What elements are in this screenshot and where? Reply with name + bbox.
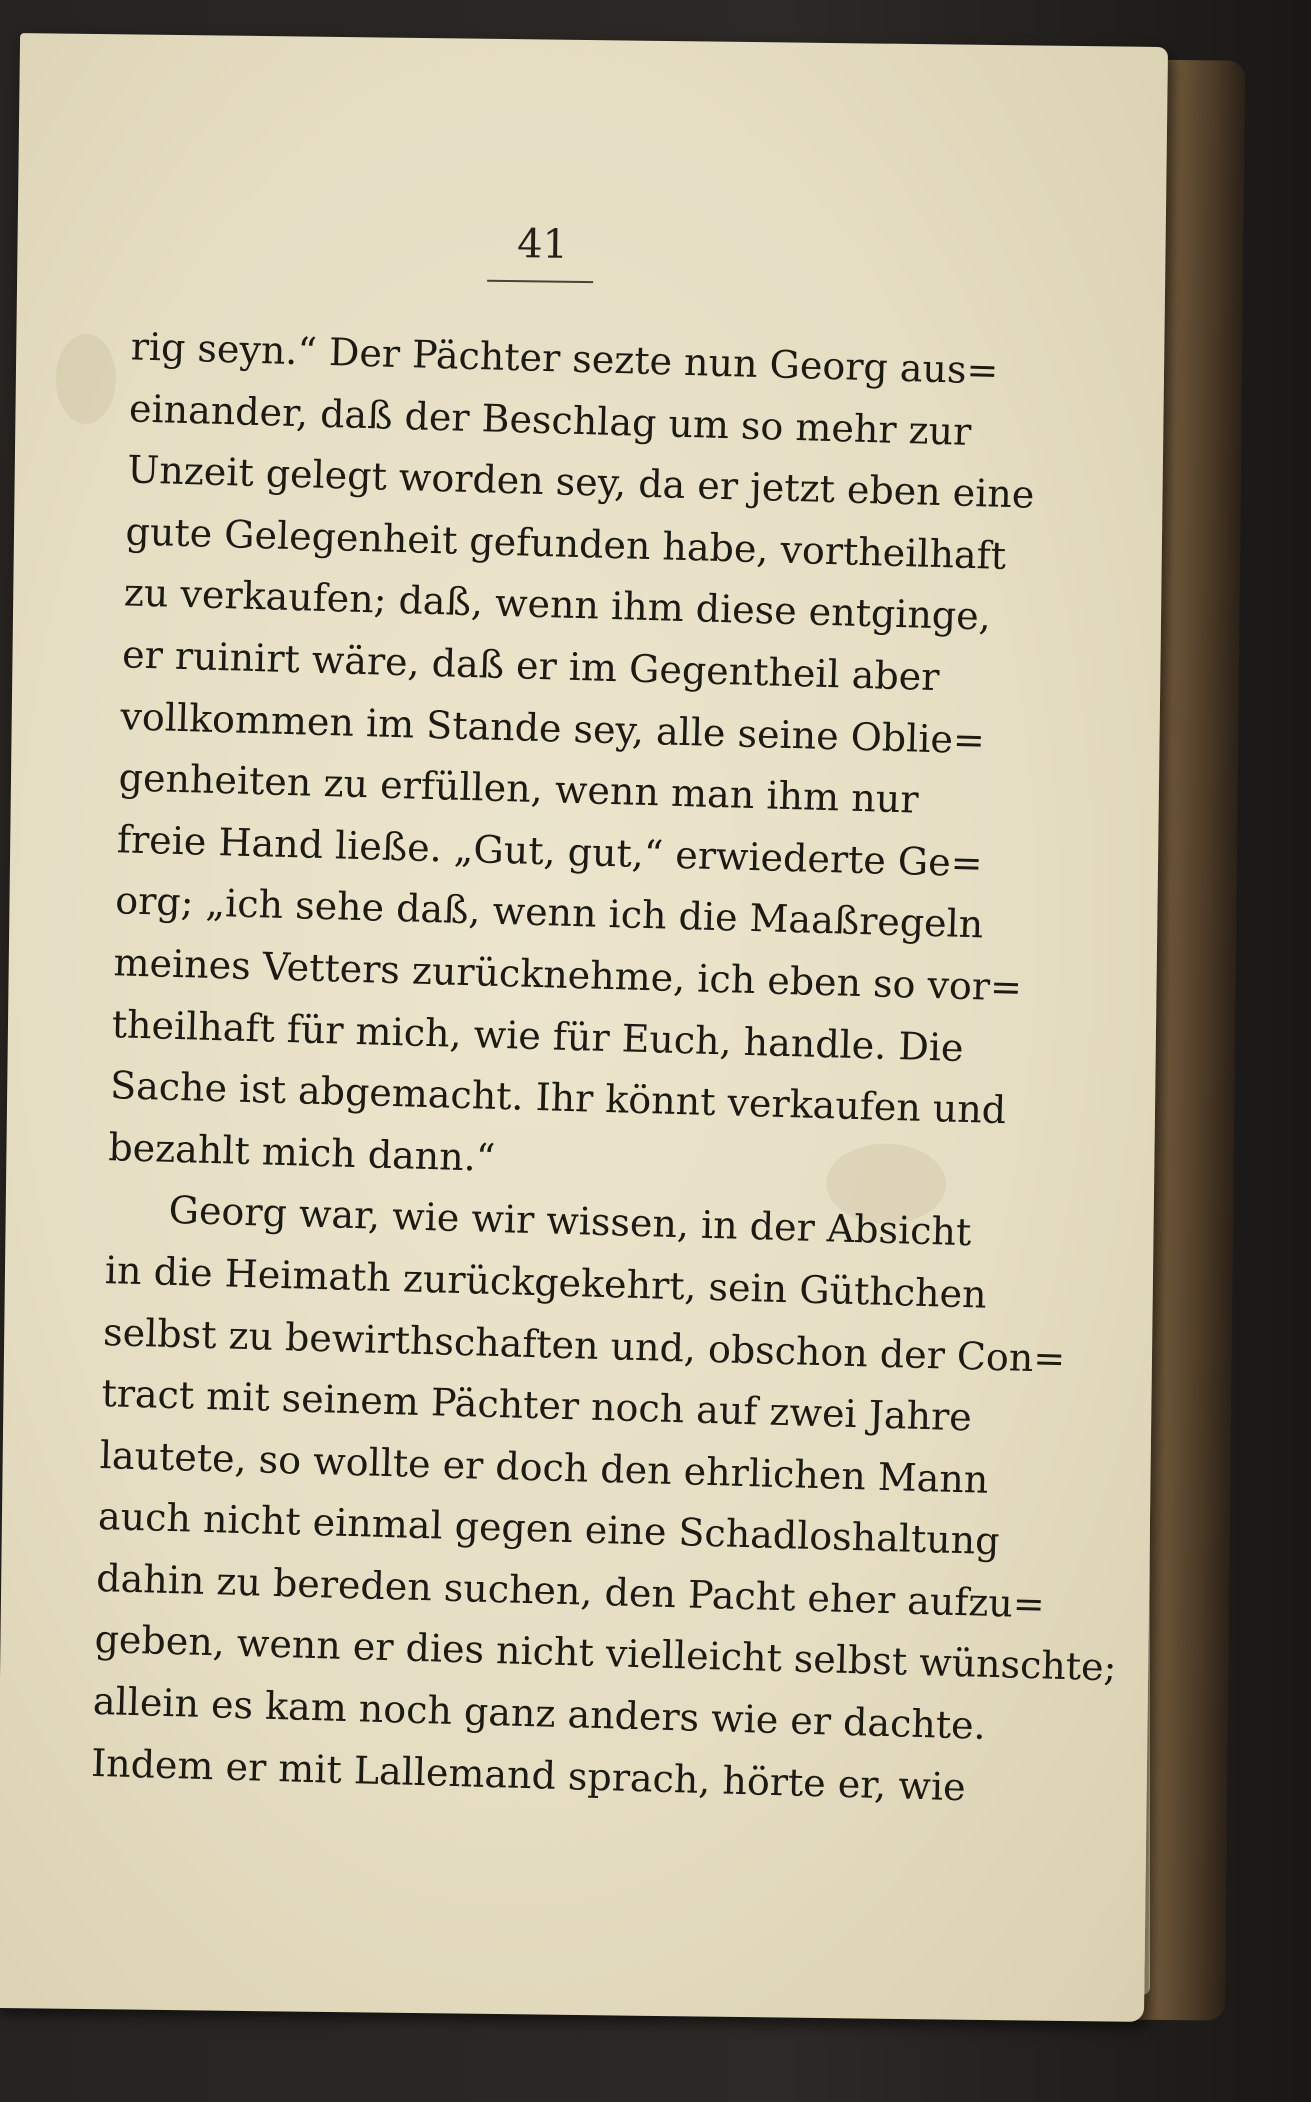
text-line: bezahlt mich dann.“ [107,1124,496,1180]
text-line: Sache ist abgemacht. Ihr könnt verkaufen und [109,1063,1007,1133]
body-text [90,316,1118,1816]
text-line: genheiten zu erfüllen, wenn man ihm nur [118,755,920,822]
text-line: auch nicht einmal gegen eine Schadloshaltung [97,1494,1001,1564]
text-line: in die Heimath zurückgekehrt, sein Güthchen [104,1247,988,1317]
text-line: einander, daß der Beschlag um so mehr zur [128,386,972,454]
text-line: freie Hand ließe. „Gut, gut,“ erwiederte Ge= [116,816,984,886]
text-line: dahin zu bereden suchen, den Pacht eher aufzu= [95,1555,1046,1627]
text-line: Georg war, wie wir wissen, in der Absicht [168,1188,972,1255]
text-line: er ruinirt wäre, daß er im Gegentheil aber [121,632,940,700]
book-page [0,33,1168,2022]
text-line: theilhaft für mich, wie für Euch, handle. Die [111,1001,965,1070]
text-line: selbst zu bewirthschaften und, obschon der Con= [102,1309,1066,1381]
text-line: Indem er mit Lallemand sprach, hörte er, wie [90,1740,967,1809]
page-number: 41 [516,221,569,268]
text-line: meines Vetters zurücknehme, ich eben so vor= [113,940,1023,1010]
paragraph [107,316,1035,1200]
text-line: tract mit seinem Pächter noch auf zwei Jahre [100,1371,973,1440]
text-line: vollkommen im Stande sey, alle seine Oblie= [119,693,986,762]
text-line: Unzeit gelegt worden sey, da er jetzt eben eine [126,447,1035,517]
paper-stain [55,334,116,425]
text-line: org; „ich sehe daß, wenn ich die Maaßregeln [114,878,984,947]
text-line: rig seyn.“ Der Pächter sezte nun Georg aus= [130,324,999,393]
text-line: geben, wenn er dies nicht vielleicht selbst wünschte; [94,1617,1118,1690]
page-number-rule [487,280,593,283]
text-line: lautete, so wollte er doch den ehrlichen Mann [99,1432,989,1502]
text-line: zu verkaufen; daß, wenn ihm diese entginge, [123,570,992,639]
text-line: gute Gelegenheit gefunden habe, vortheilhaft [125,509,1007,578]
text-line: allein es kam noch ganz anders wie er dachte. [92,1678,987,1748]
paragraph [90,1178,1118,1816]
